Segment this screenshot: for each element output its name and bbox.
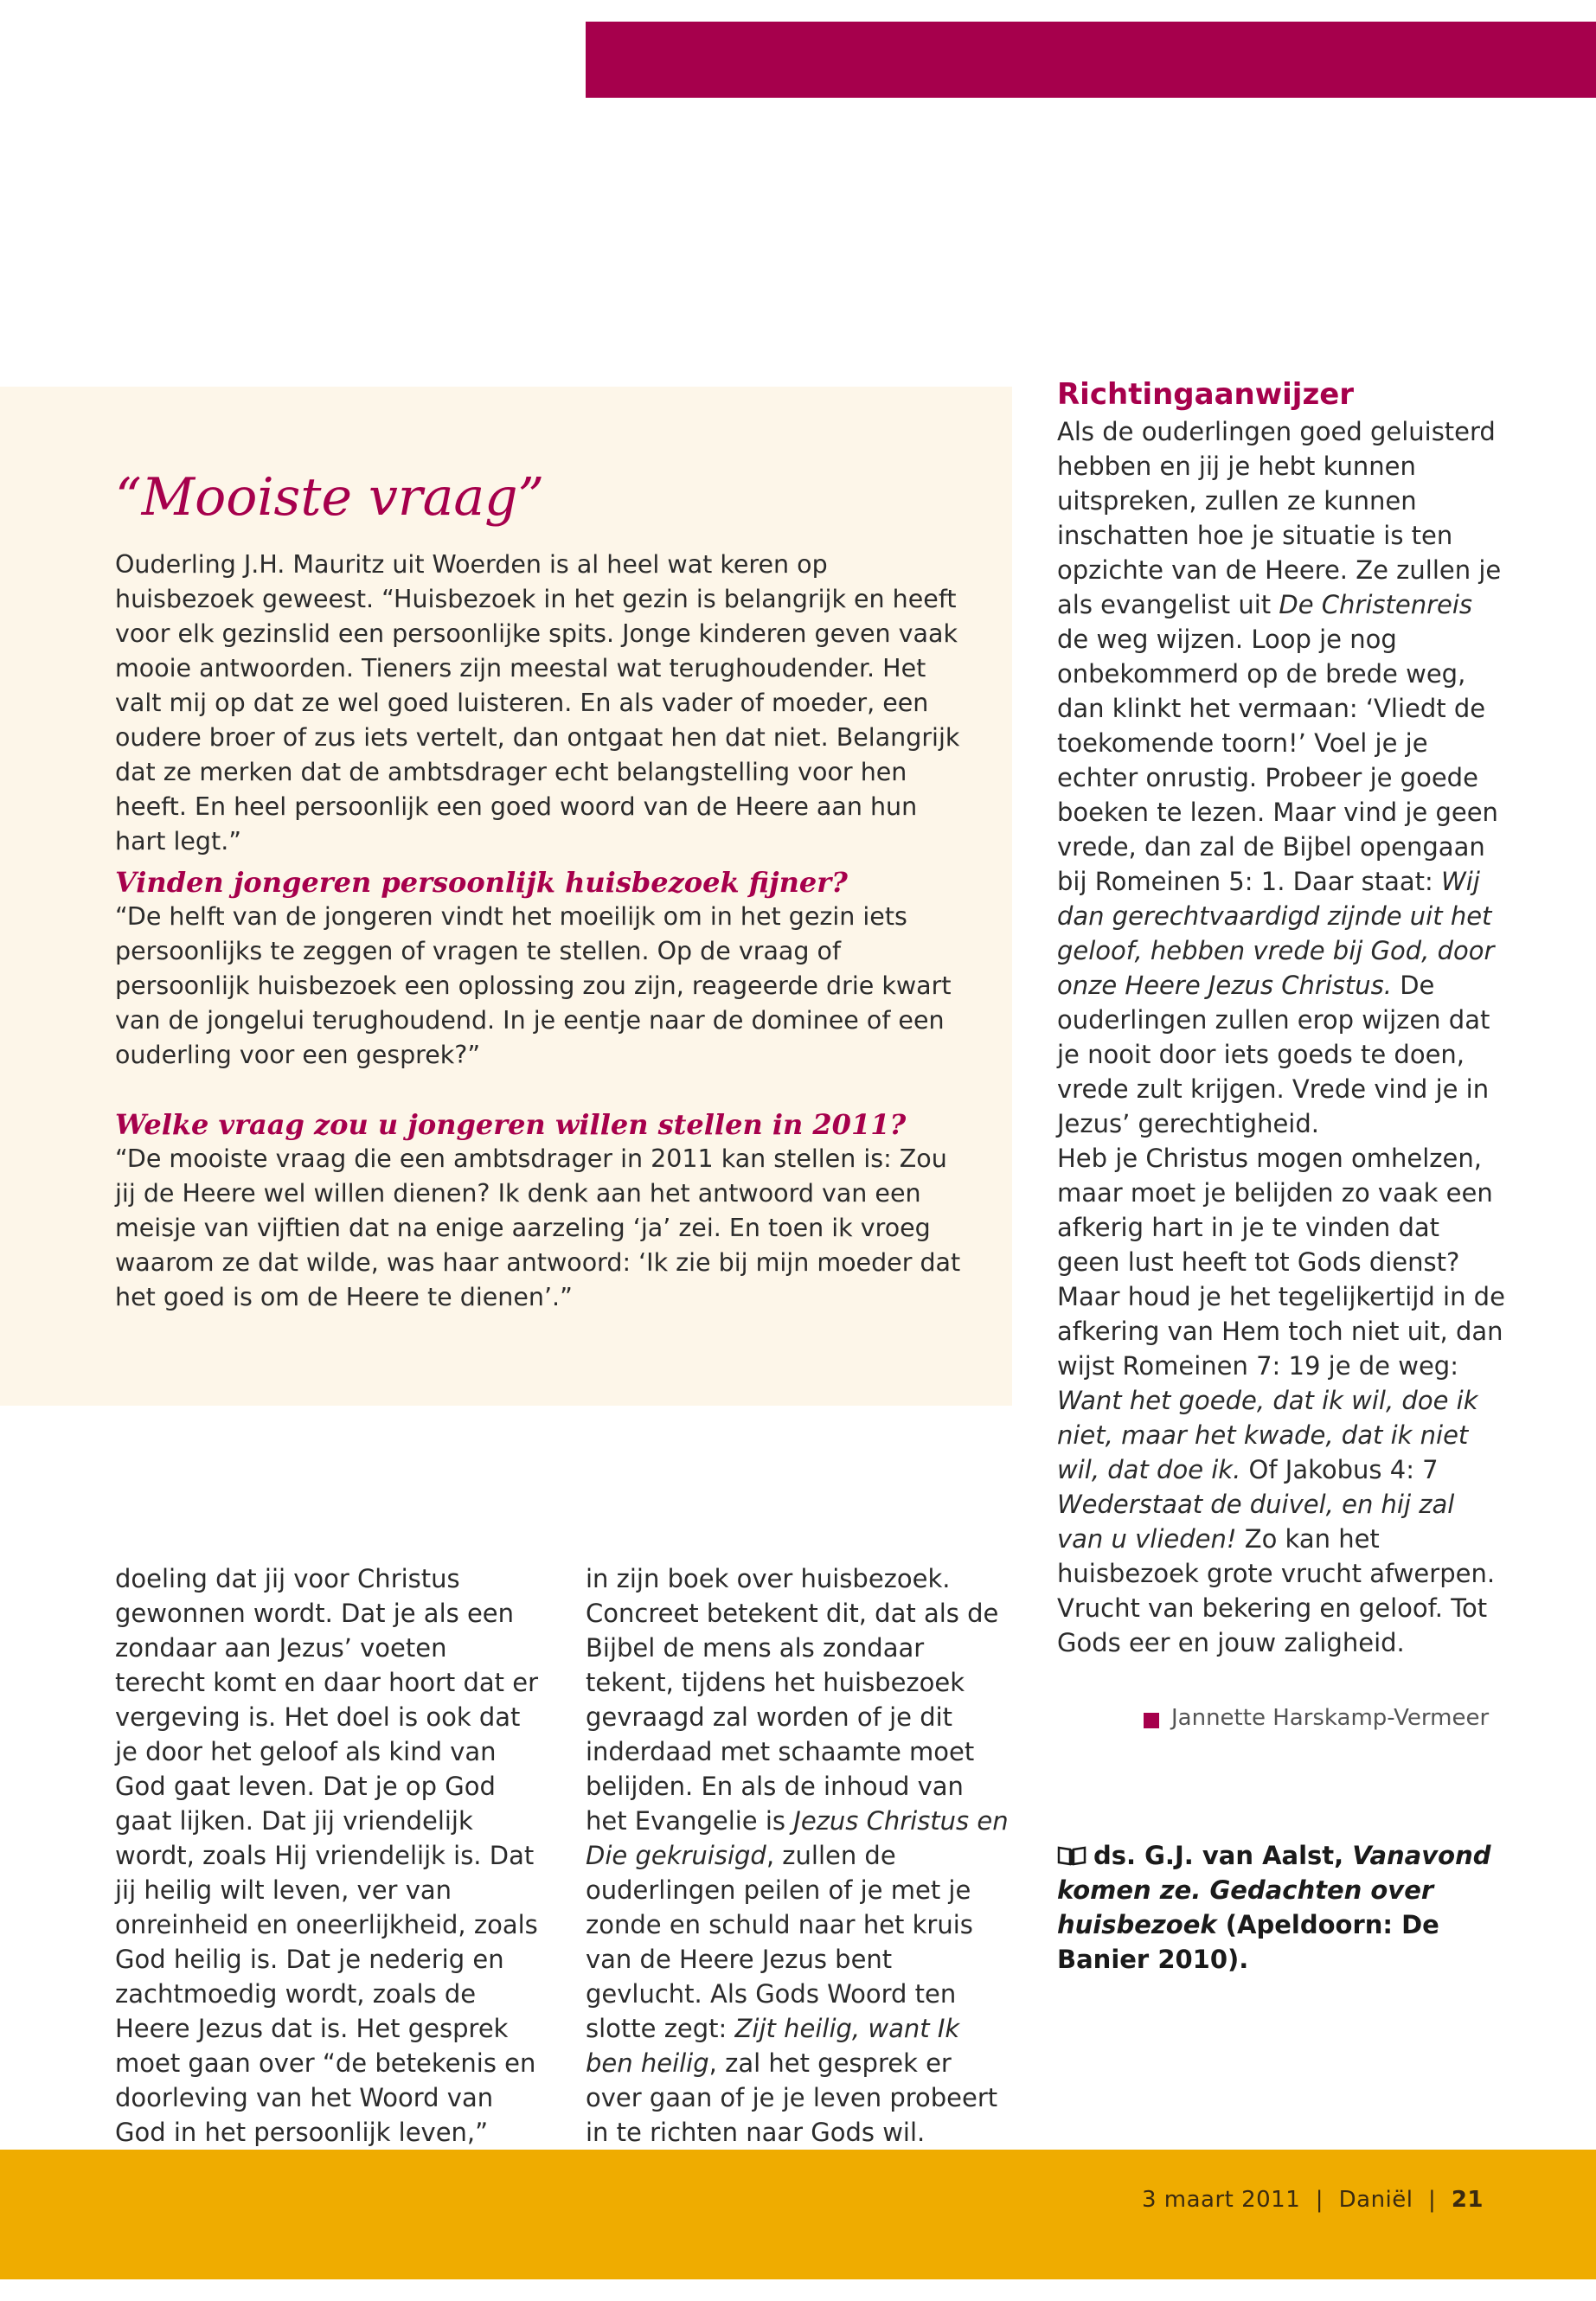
footer-date: 3 maart 2011 — [1141, 2187, 1301, 2213]
book-reference — [1057, 1838, 1507, 1977]
interview-q2-block — [115, 1107, 963, 1315]
sidebar-paragraph-2: Heb je Christus mogen omhelzen, maar moet je belijden zo vaak een afkerig hart in je te vinden dat geen lust heeft tot Gods dienst? Maar houd je het tegelijkertijd in de afkering van Hem toch niet uit, dan wijst Romeinen 7: 19 je de weg: Want het goede, dat ik wil, doe ik niet, maar het kwade, dat ik niet wil, dat doe ik. Of Jakobus 4: 7 Wederstaat de duivel, en hij zal van u vlieden! Zo kan het huisbezoek grote vrucht afwerpen. Vrucht van bekering en geloof. Tot Gods eer en jouw zaligheid. — [1057, 1144, 1505, 1657]
footer-bar — [0, 2150, 1596, 2279]
sidebar-heading: Richtingaanwijzer — [1057, 377, 1355, 412]
interview-question-2: Welke vraag zou u jongeren willen stellen in 2011? — [115, 1108, 907, 1141]
footer-magazine: Daniël — [1338, 2187, 1413, 2213]
header-color-bar — [586, 22, 1596, 98]
page-number: 21 — [1451, 2187, 1484, 2213]
book-reference-text: ds. G.J. van Aalst, Vanavond komen ze. Gedachten over huisbezoek (Apeldoorn: De Banier 2010). — [1057, 1841, 1491, 1974]
footer-info: 3 maart 2011 | Daniël | 21 — [1141, 2187, 1484, 2213]
sidebar-paragraph-1: Als de ouderlingen goed geluisterd hebben en jij je hebt kunnen uitspreken, zullen ze kunnen inschatten hoe je situatie is ten opzichte van de Heere. Ze zullen je als evangelist uit De Christenreis de weg wijzen. Loop je nog onbekommerd op de brede weg, dan klinkt het vermaan: ‘Vliedt de toekomende toorn!’ Voel je je echter onrustig. Probeer je goede boeken te lezen. Maar vind je geen vrede, dan zal de Bijbel opengaan bij Romeinen 5: 1. Daar staat: Wij dan gerechtvaardigd zijnde uit het geloof, hebben vrede bij God, door onze Heere Jezus Christus. De ouderlingen zullen erop wijzen dat je nooit door iets goeds te doen, vrede zult krijgen. Vrede vind je in Jezus’ gerechtigheid. — [1057, 417, 1502, 1138]
interview-question-1: Vinden jongeren persoonlijk huisbezoek fijner? — [115, 866, 848, 899]
interview-title: “Mooiste vraag” — [115, 467, 545, 528]
interview-intro-block — [115, 548, 963, 859]
sidebar-text-block — [1057, 414, 1507, 1660]
body-column-2-text: in zijn boek over huisbezoek. Concreet betekent dit, dat als de Bijbel de mens als zondaar tekent, tijdens het huisbezoek gevraagd zal worden of je dit inderdaad met schaamte moet belijden. En als de inhoud van het Evangelie is Jezus Christus en Die gekruisigd, zullen de ouderlingen peilen of je met je zonde en schuld naar het kruis van de Heere Jezus bent gevlucht. Als Gods Woord ten slotte zegt: Zijt heilig, want Ik ben heilig, zal het gesprek er over gaan of je je leven probeert in te richten naar Gods wil. — [586, 1564, 1009, 2147]
body-column-1 — [115, 1561, 543, 2184]
interview-intro: Ouderling J.H. Mauritz uit Woerden is al heel wat keren op huisbezoek geweest. “Huisbezoek in het gezin is belangrijk en heeft voor elk gezinslid een persoonlijke spits. Jonge kinderen geven vaak mooie antwoorden. Tieners zijn meestal wat terughoudender. Het valt mij op dat ze wel goed luisteren. En als vader of moeder, een oudere broer of zus iets vertelt, dan ontgaat hen dat niet. Belangrijk dat ze merken dat de ambtsdrager echt belangstelling voor hen heeft. En heel persoonlijk een goed woord van de Heere aan hun hart legt.” — [115, 550, 960, 856]
book-icon — [1057, 1844, 1086, 1867]
author-byline: Jannette Harskamp-Vermeer — [1171, 1705, 1490, 1731]
interview-q1-block — [115, 865, 963, 1073]
interview-answer-1: “De helft van de jongeren vindt het moeilijk om in het gezin iets persoonlijks te zeggen of vragen te stellen. Op de vraag of persoonlijk huisbezoek een oplossing zou zijn, reageerde drie kwart van de jongelui terughoudend. In je eentje naar de dominee of een ouderling voor een gesprek?” — [115, 902, 952, 1069]
body-column-1-text: doeling dat jij voor Christus gewonnen wordt. Dat je als een zondaar aan Jezus’ voeten terecht komt en daar hoort dat er vergeving is. Het doel is ook dat je door het geloof als kind van God gaat leven. Dat je op God gaat lijken. Dat jij vriendelijk wordt, zoals Hij vriendelijk is. Dat jij heilig wilt leven, ver van onreinheid en oneerlijkheid, zoals God heilig is. Dat je nederig en zachtmoedig wordt, zoals de Heere Jezus dat is. Het gesprek moet gaan over “de betekenis en doorleving van het Woord van God in het persoonlijk leven,” — [115, 1564, 539, 2147]
interview-answer-2: “De mooiste vraag die een ambtsdrager in 2011 kan stellen is: Zou jij de Heere wel willen dienen? Ik denk aan het antwoord van een meisje van vijftien dat na enige aarzeling ‘ja’ zei. En toen ik vroeg waarom ze dat wilde, was haar antwoord: ‘Ik zie bij mijn moeder dat het goed is om de Heere te dienen’.” — [115, 1144, 961, 1311]
body-column-2 — [586, 1561, 1010, 2150]
